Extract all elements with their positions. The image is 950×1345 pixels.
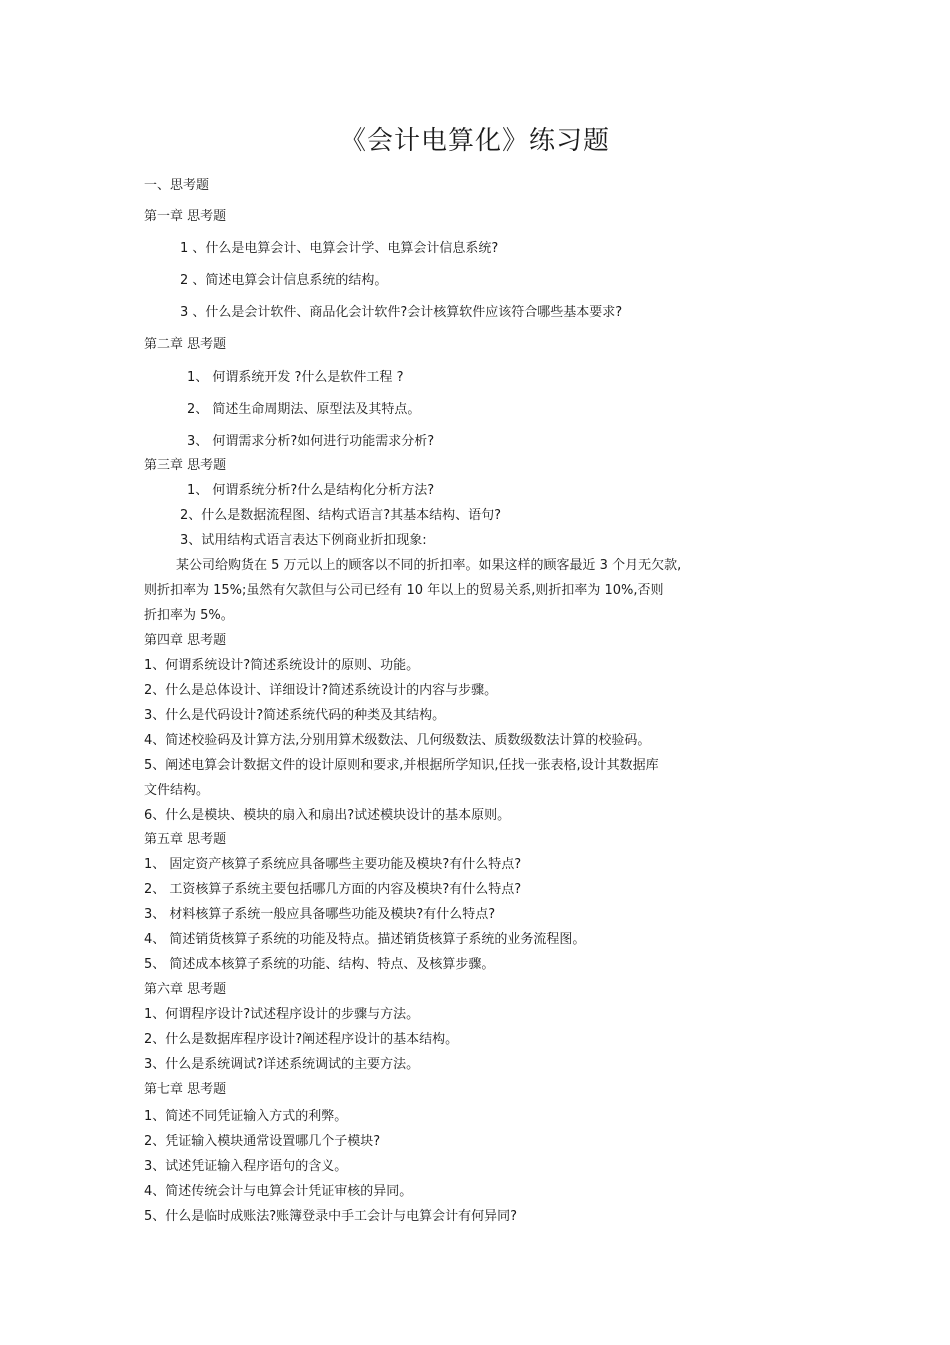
section-heading: 一、思考题 [144,178,210,193]
chapter-3-paragraph-line: 某公司给购货在 5 万元以上的顾客以不同的折扣率。如果这样的顾客最近 3 个月无欠款, [176,558,682,573]
chapter-6-question: 2、什么是数据库程序设计?阐述程序设计的基本结构。 [144,1032,459,1047]
document-title: 《会计电算化》练习题 [339,126,610,156]
chapter-3-heading: 第三章 思考题 [144,458,227,473]
chapter-4-question: 文件结构。 [144,783,210,798]
chapter-2-question: 3、 何谓需求分析?如何进行功能需求分析? [187,434,435,449]
chapter-7-question: 1、简述不同凭证输入方式的利弊。 [144,1109,348,1124]
chapter-2-heading: 第二章 思考题 [144,337,227,352]
chapter-3-paragraph-line: 折扣率为 5%。 [144,608,234,623]
chapter-4-question: 1、何谓系统设计?简述系统设计的原则、功能。 [144,658,420,673]
chapter-6-question: 1、何谓程序设计?试述程序设计的步骤与方法。 [144,1007,420,1022]
chapter-6-question: 3、什么是系统调试?详述系统调试的主要方法。 [144,1057,420,1072]
chapter-5-question: 3、 材料核算子系统一般应具备哪些功能及模块?有什么特点? [144,907,496,922]
chapter-2-question: 1、 何谓系统开发 ?什么是软件工程 ? [187,370,404,385]
chapter-1-question: 3 、什么是会计软件、商品化会计软件?会计核算软件应该符合哪些基本要求? [180,305,623,320]
chapter-4-heading: 第四章 思考题 [144,633,227,648]
chapter-1-question: 2 、简述电算会计信息系统的结构。 [180,273,388,288]
chapter-2-question: 2、 简述生命周期法、原型法及其特点。 [187,402,421,417]
chapter-3-question: 1、 何谓系统分析?什么是结构化分析方法? [187,483,435,498]
chapter-1-heading: 第一章 思考题 [144,209,227,224]
chapter-4-question: 3、什么是代码设计?简述系统代码的种类及其结构。 [144,708,446,723]
chapter-5-question: 4、 简述销货核算子系统的功能及特点。描述销货核算子系统的业务流程图。 [144,932,586,947]
chapter-4-question: 5、阐述电算会计数据文件的设计原则和要求,并根据所学知识,任找一张表格,设计其数据库 [144,758,659,773]
chapter-7-question: 5、什么是临时成账法?账簿登录中手工会计与电算会计有何异同? [144,1209,518,1224]
chapter-7-question: 3、试述凭证输入程序语句的含义。 [144,1159,348,1174]
chapter-4-question: 4、简述校验码及计算方法,分别用算术级数法、几何级数法、质数级数法计算的校验码。 [144,733,651,748]
chapter-3-paragraph-line: 则折扣率为 15%;虽然有欠款但与公司已经有 10 年以上的贸易关系,则折扣率为 10%,否则 [144,583,664,598]
chapter-3-question: 2、什么是数据流程图、结构式语言?其基本结构、语句? [180,508,502,523]
chapter-4-question: 6、什么是模块、模块的扇入和扇出?试述模块设计的基本原则。 [144,808,511,823]
chapter-7-heading: 第七章 思考题 [144,1082,227,1097]
chapter-7-question: 2、凭证输入模块通常设置哪几个子模块? [144,1134,381,1149]
chapter-5-question: 2、 工资核算子系统主要包括哪几方面的内容及模块?有什么特点? [144,882,522,897]
chapter-5-question: 5、 简述成本核算子系统的功能、结构、特点、及核算步骤。 [144,957,495,972]
chapter-5-question: 1、 固定资产核算子系统应具备哪些主要功能及模块?有什么特点? [144,857,522,872]
chapter-3-question: 3、试用结构式语言表达下例商业折扣现象: [180,533,427,548]
chapter-6-heading: 第六章 思考题 [144,982,227,997]
chapter-5-heading: 第五章 思考题 [144,832,227,847]
chapter-1-question: 1 、什么是电算会计、电算会计学、电算会计信息系统? [180,241,499,256]
chapter-7-question: 4、简述传统会计与电算会计凭证审核的异同。 [144,1184,413,1199]
chapter-4-question: 2、什么是总体设计、详细设计?简述系统设计的内容与步骤。 [144,683,498,698]
